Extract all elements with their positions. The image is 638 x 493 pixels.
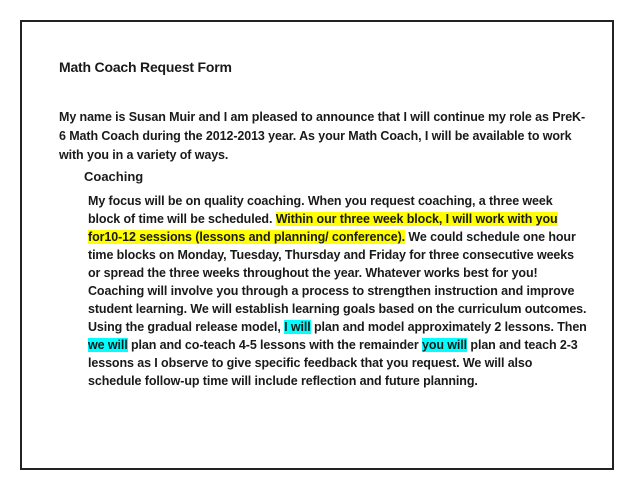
page-title: Math Coach Request Form [59,59,232,75]
text-run: plan and teach 2-3 lessons as I observe to give specific feedback that you request. We will also schedule follow-up time will include reflection and future planning. [88,338,578,388]
text-run: plan and co-teach 4-5 lessons with the remainder [127,338,422,352]
highlight-we-will: we will [88,338,128,352]
highlight-you-will: you will [421,338,468,352]
coaching-paragraph [88,192,588,390]
text-run: We could schedule one hour time blocks on Monday, Tuesday, Thursday and Friday for three consecutive weeks or spread the three weeks throughout the year. Whatever works best for you! Coaching will involve you through a process to strengthen instruction and improve student learning. We will establish learning goals based on the curriculum outcomes. Using the gradual release model, [88,230,587,334]
section-heading-coaching: Coaching [84,169,144,184]
intro-paragraph: My name is Susan Muir and I am pleased to announce that I will continue my role as PreK-6 Math Coach during the 2012-2013 year. As your Math Coach, I will be available to work with you in a variety of ways. [59,110,586,162]
highlight-sessions: Within our three week block, I will work with you for10-12 sessions (lessons and planning/ conference). [88,212,558,244]
text-run: My focus will be on quality coaching. When you request coaching, a three week block of time will be scheduled. [88,194,553,226]
text-run: plan and model approximately 2 lessons. Then [310,320,587,334]
highlight-i-will: I will [284,320,311,334]
